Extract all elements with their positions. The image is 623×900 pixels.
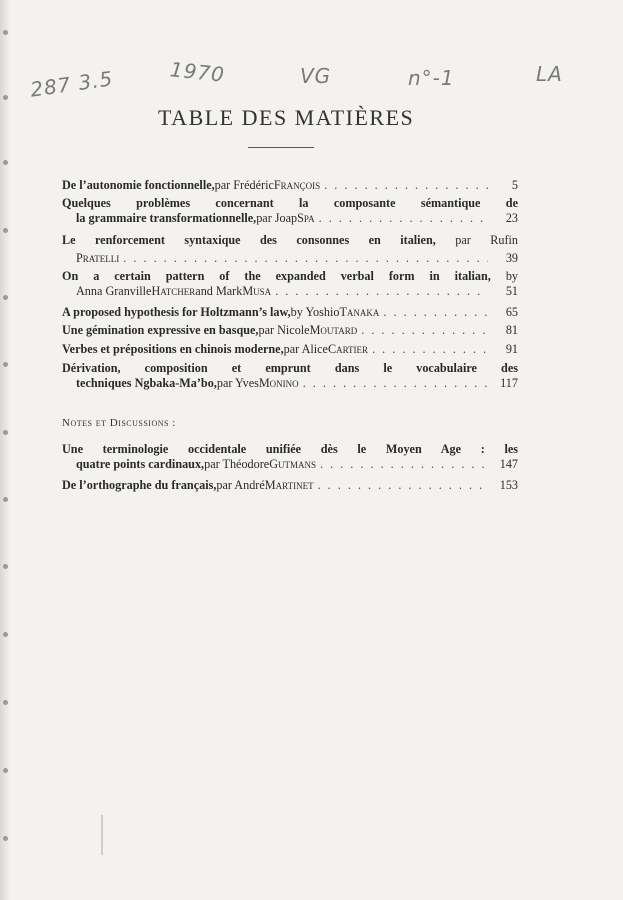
entry-title: A proposed hypothesis for Holtzmann’s law, [62,305,291,319]
entry-title: De l’orthographe du français, [62,478,217,492]
entry-author: Gutmans [269,457,317,471]
toc-entry [62,323,518,338]
toc-entry [62,342,518,357]
page-smudge [101,815,103,855]
entry-author: Musa [242,284,272,298]
entry-author: Martinet [264,478,314,492]
binding-hole [3,295,8,300]
entry-title: Une terminologie occidentale unifiée dès le Moyen Age : les [62,442,518,456]
leader-dots [383,305,488,320]
binding-hole [3,95,8,100]
toc-entry [62,233,518,266]
entry-page: 23 [505,211,518,225]
handwritten-ref: 287 3.5 [28,66,115,102]
handwritten-initials: LA [536,62,563,86]
entry-title-cont: la grammaire transformationnelle, [76,211,257,225]
entry-author: Monino [258,376,299,390]
leader-dots [372,342,488,357]
entry-by: par Joap [256,211,298,225]
entry-title: Le renforcement syntaxique des consonnes en italien, [62,233,436,247]
entry-author: Spa [297,211,315,225]
entry-page: 117 [500,376,518,390]
toc-entry [62,269,518,299]
entry-by: par Théodore [204,457,270,471]
handwritten-number: n°-1 [408,66,455,90]
entry-and: and Mark [195,284,243,298]
entry-page: 153 [499,478,518,492]
binding-hole [3,564,8,569]
entry-by: par André [216,478,265,492]
binding-hole [3,228,8,233]
toc-entry [62,478,518,493]
leader-dots [361,323,488,338]
entry-by: par Rufin [435,233,518,247]
entry-author: Tanaka [339,305,380,319]
entry-by: par Yves [216,376,259,390]
leader-dots [123,251,488,266]
entry-page: 65 [505,305,518,319]
toc-entry [62,442,518,472]
entry-title-cont: techniques Ngbaka-Ma’bo, [76,376,217,390]
entry-page: 39 [505,251,518,265]
binding-hole [3,700,8,705]
binding-hole [3,768,8,773]
entry-coauthor-prefix: Anna Granville [76,284,152,298]
entry-title: Une gémination expressive en basque, [62,323,259,337]
entry-title: On a certain pattern of the expanded verbal form in italian, [62,269,491,283]
leader-dots [275,284,488,299]
leader-dots [319,211,488,226]
leader-dots [303,376,488,391]
leader-dots [318,478,488,493]
toc-entry [62,178,518,193]
binding-hole [3,430,8,435]
entry-title: Quelques problèmes concernant la composante sémantique de [62,196,518,210]
toc-entry [62,196,518,226]
leader-dots [324,178,488,193]
entry-title-cont: quatre points cardinaux, [76,457,205,471]
binding-hole [3,30,8,35]
entry-author: Pratelli [76,251,120,265]
entry-author: Moutard [309,323,358,337]
entry-title: De l’autonomie fonctionnelle, [62,178,215,192]
binding-hole [3,497,8,502]
entry-author: François [273,178,321,192]
title-rule [248,147,314,148]
entry-author: Hatcher [151,284,196,298]
entry-by: by [490,269,519,283]
entry-page: 51 [505,284,518,298]
binding-hole [3,362,8,367]
entry-page: 91 [505,342,518,356]
entry-title: Verbes et prépositions en chinois moderne, [62,342,284,356]
entry-author: Cartier [327,342,369,356]
leader-dots [320,457,488,472]
page-binding-edge [0,0,10,900]
entry-by: par Alice [283,342,328,356]
binding-hole [3,632,8,637]
binding-hole [3,836,8,841]
page-title: TABLE DES MATIÈRES [158,105,415,130]
entry-by: by Yoshio [290,305,340,319]
entry-page: 5 [511,178,518,192]
toc-entry [62,305,518,320]
entry-page: 81 [505,323,518,337]
handwritten-volume: VG [300,64,332,88]
entry-by: par Nicole [258,323,310,337]
binding-hole [3,160,8,165]
toc-entry [62,361,518,391]
section-heading: Notes et Discussions : [62,417,176,429]
entry-page: 147 [499,457,518,471]
entry-title: Dérivation, composition et emprunt dans le vocabulaire des [62,361,518,375]
handwritten-year: 1970 [168,57,227,87]
entry-by: par Frédéric [214,178,274,192]
